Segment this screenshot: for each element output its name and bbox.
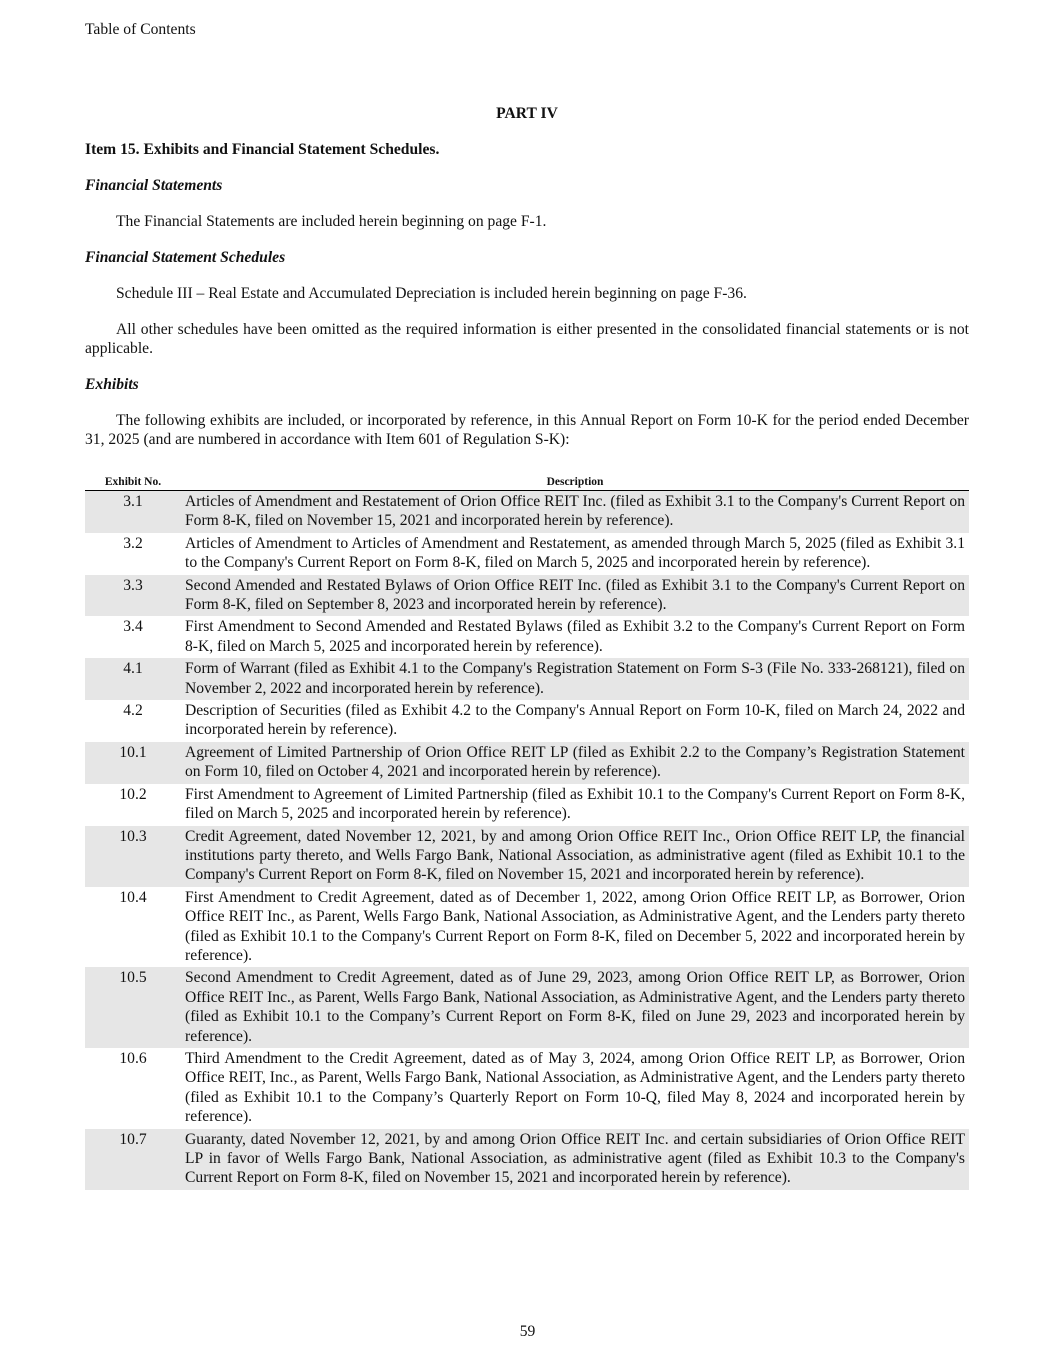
exhibit-description: First Amendment to Credit Agreement, dated as of December 1, 2022, among Orion Office REIT LP, as Borrower, Orion Office REIT Inc., as Parent, Wells Fargo Bank, National Association, as Administrative Agent, and the Lenders party thereto (filed as Exhibit 10.1 to the Company's Current Report on Form 8-K, filed on December 5, 2022 and incorporated herein by reference). (185, 888, 965, 964)
table-row (85, 1129, 969, 1190)
exhibit-description: First Amendment to Agreement of Limited Partnership (filed as Exhibit 10.1 to the Company's Current Report on Form 8-K, filed on March 5, 2025 and incorporated herein by reference). (185, 785, 965, 823)
exhibit-rows (85, 491, 969, 1190)
table-row (85, 1048, 969, 1129)
exhibit-number: 10.4 (119, 888, 147, 906)
exhibits-heading: Exhibits (85, 376, 139, 393)
exhibit-description: Credit Agreement, dated November 12, 2021, by and among Orion Office REIT Inc., Orion Office REIT LP, the financial institutions party thereto, and Wells Fargo Bank, National Association, as administrative agent (filed as Exhibit 10.1 to the Company's Current Report on Form 8-K, filed on November 15, 2021 and incorporated herein by reference). (181, 826, 969, 887)
exhibit-number: 10.1 (85, 742, 181, 784)
table-row (85, 700, 969, 742)
table-row (85, 826, 969, 887)
page-number: 59 (519, 1323, 536, 1340)
schedules-heading: Financial Statement Schedules (85, 249, 286, 266)
exhibit-description: First Amendment to Second Amended and Restated Bylaws (filed as Exhibit 3.2 to the Company's Current Report on Form 8-K, filed on March 5, 2025 and incorporated herein by reference). (185, 618, 965, 655)
table-row (85, 616, 969, 658)
financial-statements-heading: Financial Statements (85, 177, 223, 194)
table-row (85, 887, 969, 968)
exhibit-description: Articles of Amendment to Articles of Amendment and Restatement, as amended through March 5, 2025 (filed as Exhibit 3.1 to the Company's Current Report on Form 8-K, filed on March 5, 2025 and incorporated herein by reference). (185, 534, 965, 572)
exhibit-number: 3.4 (123, 618, 143, 636)
table-row (85, 784, 969, 826)
exhibit-description: Articles of Amendment and Restatement of Orion Office REIT Inc. (filed as Exhibit 3.1 to the Company's Current Report on Form 8-K, filed on November 15, 2021 and incorporated herein by reference). (181, 491, 969, 533)
other-schedules-text: All other schedules have been omitted as the required information is either presented in the consolidated financial statements or is not applicable. (85, 321, 969, 357)
financial-statements-text: The Financial Statements are included herein beginning on page F-1. (116, 213, 547, 230)
column-header-description: Description (181, 475, 969, 491)
item-heading: Item 15. Exhibits and Financial Statement Schedules. (85, 141, 440, 158)
table-row (85, 491, 969, 533)
exhibit-description: Agreement of Limited Partnership of Orion Office REIT LP (filed as Exhibit 2.2 to the Company’s Registration Statement on Form 10, filed on October 4, 2021 and incorporated herein by reference). (181, 742, 969, 784)
exhibit-number: 3.1 (85, 491, 181, 533)
exhibits-table (85, 475, 969, 1190)
exhibit-number: 10.7 (85, 1129, 181, 1190)
table-row (85, 967, 969, 1048)
exhibit-description: Guaranty, dated November 12, 2021, by and among Orion Office REIT Inc. and certain subsidiaries of Orion Office REIT LP in favor of Wells Fargo Bank, National Association, as administrative agent (filed as Exhibit 10.3 to the Company's Current Report on Form 8-K, filed on November 15, 2021 and incorporated herein by reference). (181, 1129, 969, 1190)
exhibit-description: Second Amendment to Credit Agreement, dated as of June 29, 2023, among Orion Office REIT LP, as Borrower, Orion Office REIT Inc., as Parent, Wells Fargo Bank, National Association, as Administrative Agent, and the Lenders party thereto (filed as Exhibit 10.1 to the Company’s Current Report on Form 8-K, filed on June 29, 2023 and incorporated herein by reference). (181, 967, 969, 1048)
exhibit-number: 10.3 (85, 826, 181, 887)
table-row (85, 533, 969, 575)
exhibit-description: Second Amended and Restated Bylaws of Orion Office REIT Inc. (filed as Exhibit 3.1 to the Company's Current Report on Form 8-K, filed on September 8, 2023 and incorporated herein by reference). (181, 575, 969, 617)
exhibits-intro: The following exhibits are included, or incorporated by reference, in this Annual Report on Form 10-K for the period ended December 31, 2025 (and are numbered in accordance with Item 601 of Regulation S-K): (85, 412, 969, 448)
exhibit-description: Third Amendment to the Credit Agreement, dated as of May 3, 2024, among Orion Office REIT LP, as Borrower, Orion Office REIT, Inc., as Parent, Wells Fargo Bank, National Association, as Administrative Agent, and the Lenders party thereto (filed as Exhibit 10.1 to the Company’s Quarterly Report on Form 10-Q, filed May 8, 2024 and incorporated herein by reference). (185, 1049, 965, 1126)
table-row (85, 575, 969, 617)
exhibit-number: 10.6 (119, 1049, 147, 1067)
table-of-contents-link[interactable]: Table of Contents (85, 21, 196, 38)
table-row (85, 658, 969, 700)
table-header-row (85, 475, 969, 491)
exhibit-description: Form of Warrant (filed as Exhibit 4.1 to the Company's Registration Statement on Form S-3 (File No. 333-268121), filed on November 2, 2022 and incorporated herein by reference). (181, 658, 969, 700)
exhibit-number: 4.2 (123, 702, 143, 720)
part-title: PART IV (496, 105, 558, 122)
exhibit-number: 4.1 (85, 658, 181, 700)
exhibit-number: 3.2 (123, 534, 143, 552)
schedules-text: Schedule III – Real Estate and Accumulated Depreciation is included herein beginning on page F-36. (116, 285, 747, 302)
table-row (85, 742, 969, 784)
exhibit-number: 3.3 (85, 575, 181, 617)
column-header-exhibit-no: Exhibit No. (85, 475, 181, 491)
page-content (85, 104, 969, 1190)
exhibit-description: Description of Securities (filed as Exhibit 4.2 to the Company's Annual Report on Form 10-K, filed on March 24, 2022 and incorporated herein by reference). (185, 702, 965, 739)
exhibit-number: 10.2 (119, 785, 147, 803)
exhibit-number: 10.5 (85, 967, 181, 1048)
